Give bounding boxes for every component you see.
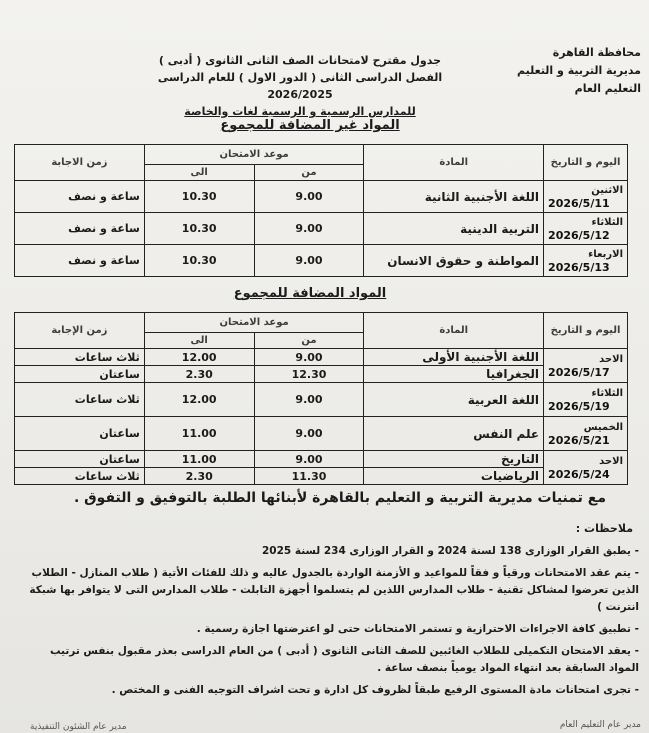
note-item: - يطبق القرار الوزارى 138 لسنة 2024 و القرار الوزارى 234 لسنة 2025 bbox=[24, 543, 639, 560]
subject-cell: علم النفس bbox=[364, 417, 544, 451]
col-subject-header: المادة bbox=[364, 145, 544, 181]
day-cell: الثلاثاء 2026/5/12 bbox=[544, 213, 628, 245]
note-item: - تجرى امتحانات مادة المستوى الرفيع طبقاً لظروف كل ادارة و تحت اشراف التوجيه الفنى و المختص . bbox=[24, 682, 639, 699]
col-to-header: الى bbox=[144, 165, 254, 181]
section1-title: المواد غير المضافة للمجموع bbox=[220, 118, 400, 133]
table-row bbox=[15, 181, 628, 213]
to-cell: 11.00 bbox=[144, 451, 254, 468]
from-cell: 9.00 bbox=[254, 349, 364, 366]
col-from-header: من bbox=[254, 165, 364, 181]
subject-cell: اللغة الأجنبية الأولى bbox=[364, 349, 544, 366]
from-cell: 9.00 bbox=[254, 245, 364, 277]
day-cell: الخميس 2026/5/21 bbox=[544, 417, 628, 451]
note-item: - تطبيق كافة الاجراءات الاحترازية و تستمر الامتحانات حتى لو اعترضتها اجازة رسمية . bbox=[24, 621, 639, 638]
col-time-header: موعد الامتحان bbox=[144, 145, 364, 165]
duration-cell: ساعتان bbox=[15, 417, 145, 451]
col-from-header: من bbox=[254, 333, 364, 349]
table-row bbox=[15, 245, 628, 277]
from-cell: 12.30 bbox=[254, 366, 364, 383]
header-governorate: محافظة القاهرة bbox=[552, 46, 641, 59]
col-to-header: الى bbox=[144, 333, 254, 349]
col-duration-header: زمن الإجابة bbox=[15, 313, 145, 349]
day-cell: الاثنين 2026/5/11 bbox=[544, 181, 628, 213]
to-cell: 10.30 bbox=[144, 245, 254, 277]
to-cell: 11.00 bbox=[144, 417, 254, 451]
subject-cell: الجغرافيا bbox=[364, 366, 544, 383]
header-authority bbox=[517, 44, 641, 98]
col-day-header: اليوم و التاريخ bbox=[544, 145, 628, 181]
non-added-subjects-table bbox=[14, 144, 628, 277]
duration-cell: ساعة و نصف bbox=[15, 181, 145, 213]
duration-cell: ساعتان bbox=[15, 451, 145, 468]
note-item: - يتم عقد الامتحانات ورقياً و فقاً للمواعيد و الأزمنة الواردة بالجدول عاليه و ذلك للفئات الأتية ( طلاب المنازل - الطلاب الذين تعرضوا لمشاكل تقنية - طلاب المدارس اللذين لم يتسلموا أجهزة التابلت - طلاب المدارس التى لا يتوافر بها شبكة انترنت ) bbox=[24, 565, 639, 616]
table-row bbox=[15, 468, 628, 485]
from-cell: 9.00 bbox=[254, 213, 364, 245]
duration-cell: ثلاث ساعات bbox=[15, 468, 145, 485]
to-cell: 2.30 bbox=[144, 468, 254, 485]
notes-title: ملاحظات : bbox=[575, 522, 633, 535]
table-row bbox=[15, 383, 628, 417]
from-cell: 9.00 bbox=[254, 383, 364, 417]
header-schools: للمدارس الرسمية و الرسمية لغات والخاصة bbox=[184, 105, 416, 118]
subject-cell: المواطنة و حقوق الانسان bbox=[364, 245, 544, 277]
subject-cell: التربية الدينية bbox=[364, 213, 544, 245]
col-duration-header: زمن الاجابة bbox=[15, 145, 145, 181]
table-row bbox=[15, 451, 628, 468]
header-directorate: مديرية التربية و التعليم bbox=[517, 64, 641, 77]
signature-executive-affairs: مدير عام الشئون التنفيذية bbox=[30, 722, 127, 732]
header-term: الفصل الدراسى الثانى ( الدور الاول ) للعام الدراسى 2026/2025 bbox=[157, 71, 443, 101]
closing-wishes: مع تمنيات مديرية التربية و التعليم بالقاهرة لأبنائها الطلبة بالتوفيق و التفوق . bbox=[73, 490, 607, 506]
notes-list bbox=[24, 543, 639, 704]
to-cell: 10.30 bbox=[144, 181, 254, 213]
section2-title: المواد المضافة للمجموع bbox=[233, 286, 387, 301]
day-cell: الاحد 2026/5/24 bbox=[544, 451, 628, 485]
subject-cell: التاريخ bbox=[364, 451, 544, 468]
header-title-block bbox=[150, 52, 450, 120]
duration-cell: ساعة و نصف bbox=[15, 245, 145, 277]
added-subjects-table bbox=[14, 312, 628, 485]
header-title: جدول مقترح لامتحانات الصف الثانى الثانوى ( أدبى ) bbox=[158, 54, 442, 67]
subject-cell: الرياضيات bbox=[364, 468, 544, 485]
signature-general-education: مدير عام التعليم العام bbox=[559, 720, 641, 730]
table-row bbox=[15, 417, 628, 451]
to-cell: 12.00 bbox=[144, 349, 254, 366]
from-cell: 11.30 bbox=[254, 468, 364, 485]
from-cell: 9.00 bbox=[254, 417, 364, 451]
note-item: - يعقد الامتحان التكميلى للطلاب الغائبين للصف الثانى الثانوى ( أدبى ) من العام الدراسى بعذر مقبول بنفس ترتيب المواد السابقة بعد انتهاء المواد يومياً بنصف ساعة . bbox=[24, 643, 639, 677]
day-cell: الاحد 2026/5/17 bbox=[544, 349, 628, 383]
duration-cell: ساعة و نصف bbox=[15, 213, 145, 245]
from-cell: 9.00 bbox=[254, 181, 364, 213]
table-row bbox=[15, 349, 628, 366]
col-day-header: اليوم و التاريخ bbox=[544, 313, 628, 349]
col-time-header: موعد الامتحان bbox=[144, 313, 364, 333]
subject-cell: اللغة الأجنبية الثانية bbox=[364, 181, 544, 213]
day-cell: الاربعاء 2026/5/13 bbox=[544, 245, 628, 277]
table-row bbox=[15, 366, 628, 383]
duration-cell: ثلاث ساعات bbox=[15, 383, 145, 417]
from-cell: 9.00 bbox=[254, 451, 364, 468]
header-department: التعليم العام bbox=[574, 82, 641, 95]
to-cell: 10.30 bbox=[144, 213, 254, 245]
to-cell: 2.30 bbox=[144, 366, 254, 383]
to-cell: 12.00 bbox=[144, 383, 254, 417]
subject-cell: اللغة العربية bbox=[364, 383, 544, 417]
table-row bbox=[15, 213, 628, 245]
day-cell: الثلاثاء 2026/5/19 bbox=[544, 383, 628, 417]
duration-cell: ثلاث ساعات bbox=[15, 349, 145, 366]
col-subject-header: المادة bbox=[364, 313, 544, 349]
duration-cell: ساعتان bbox=[15, 366, 145, 383]
